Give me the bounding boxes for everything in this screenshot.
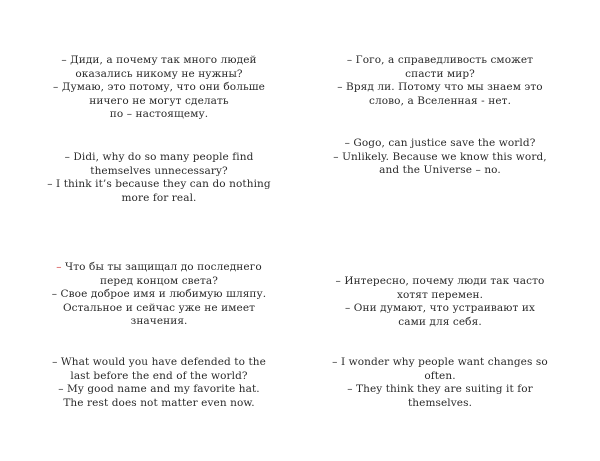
text-line: – Gogo, can justice save the world? xyxy=(344,137,536,149)
text-line: ничего не могут сделать xyxy=(89,94,229,107)
text-line: – Didi, why do so many people find xyxy=(64,151,254,163)
text-line: оказались никому не нужны? xyxy=(75,67,243,80)
text-line: – I wonder why people want changes so xyxy=(332,356,548,368)
text-line xyxy=(24,261,294,275)
dialogue-bottom-right-russian xyxy=(305,275,575,329)
dialogue-bottom-right-english xyxy=(305,356,575,410)
text-line: по – настоящему. xyxy=(109,108,209,121)
text-line: – What would you have defended to the xyxy=(52,356,266,368)
text-line: слово, а Вселенная - нет. xyxy=(368,94,512,107)
text-line: – Диди, а почему так много людей xyxy=(61,54,257,66)
text-line: themselves. xyxy=(407,396,473,409)
text-line: often. xyxy=(424,369,456,382)
text-line: перед концом света? xyxy=(99,274,218,287)
text-line: – Они думают, что устраивают их xyxy=(345,302,535,315)
text-line: The rest does not matter even now. xyxy=(63,396,255,409)
text-line: more for real. xyxy=(121,191,197,204)
dialogue-bottom-left-russian xyxy=(24,261,294,329)
text-line: – They think they are suiting it for xyxy=(347,383,533,396)
text-line: last before the end of the world? xyxy=(70,369,248,382)
text-line: значения. xyxy=(130,315,188,328)
red-dash: – xyxy=(56,261,62,273)
dialogue-top-left-russian xyxy=(24,54,294,122)
dialogue-top-right-russian xyxy=(305,54,575,108)
text-line: – Гого, а справедливость сможет xyxy=(346,54,534,66)
text-line: хотят перемен. xyxy=(396,288,484,301)
text-line: – Интересно, почему люди так часто xyxy=(335,275,545,287)
dialogue-top-left-english xyxy=(24,151,294,205)
text-line: – Думаю, это потому, что они больше xyxy=(53,81,265,94)
text-line: сами для себя. xyxy=(398,315,482,328)
text-line: themselves unnecessary? xyxy=(90,164,228,177)
text-line: – My good name and my favorite hat. xyxy=(58,383,260,396)
text-line: – Свое доброе имя и любимую шляпу. xyxy=(51,288,267,301)
dialogue-top-right-english xyxy=(305,137,575,178)
text-line: – Unlikely. Because we know this word, xyxy=(333,150,547,163)
text-line: – Вряд ли. Потому что мы знаем это xyxy=(337,81,543,94)
text-line: and the Universe – no. xyxy=(379,164,501,177)
text-line: спасти мир? xyxy=(405,67,475,80)
text-fragment: Что бы ты защищал до последнего xyxy=(61,261,262,273)
text-line: Остальное и сейчас уже не имеет xyxy=(62,301,256,314)
text-line: – I think it’s because they can do nothing xyxy=(47,178,271,191)
dialogue-bottom-left-english xyxy=(24,356,294,410)
